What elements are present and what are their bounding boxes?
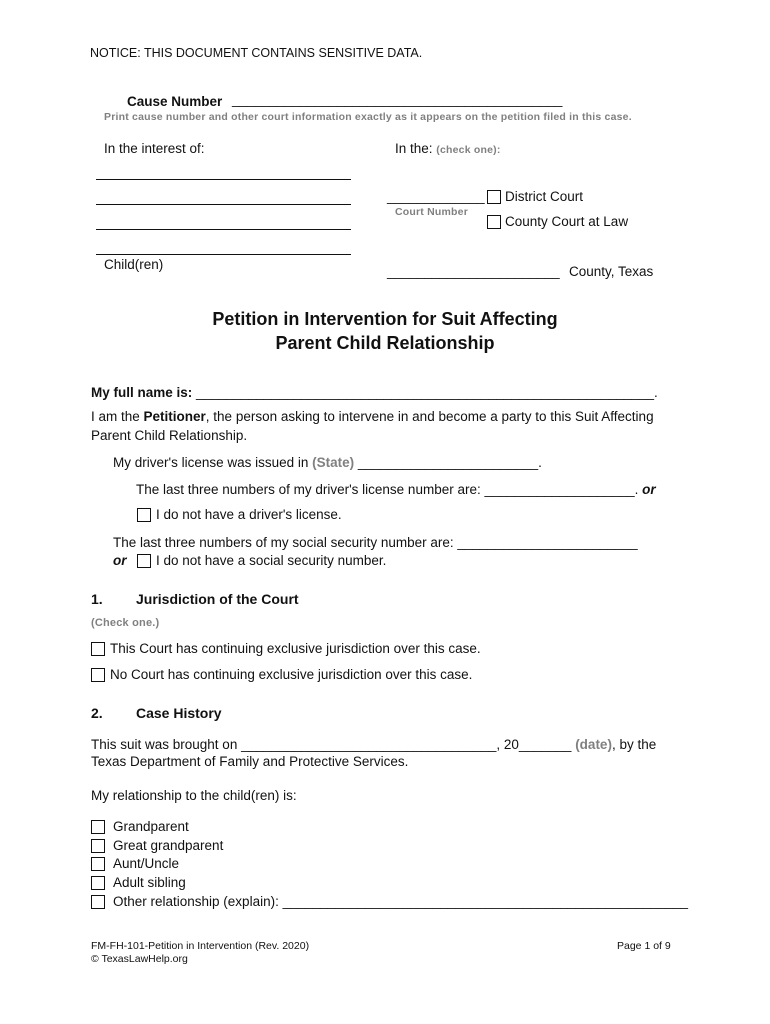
sensitive-data-notice: NOTICE: THIS DOCUMENT CONTAINS SENSITIVE DATA. xyxy=(90,46,423,60)
adult-sibling-checkbox[interactable] xyxy=(91,876,105,890)
or-ssn-label: or xyxy=(113,553,127,568)
great-grandparent-checkbox[interactable] xyxy=(91,839,105,853)
license-state-hint: (State) xyxy=(312,455,355,470)
petitioner-statement xyxy=(91,409,654,424)
full-name-label: My full name is: xyxy=(91,385,193,400)
no-ssn-checkbox[interactable] xyxy=(137,554,151,568)
other-relationship-checkbox[interactable] xyxy=(91,895,105,909)
district-court-label: District Court xyxy=(505,189,584,204)
child-name-line-3[interactable] xyxy=(96,229,351,230)
child-name-line-4[interactable] xyxy=(96,254,351,255)
continuing-jurisdiction-label: This Court has continuing exclusive jurisdiction over this case. xyxy=(110,641,481,656)
aunt-uncle-checkbox[interactable] xyxy=(91,857,105,871)
or-label: or xyxy=(642,482,656,497)
full-name-row xyxy=(91,385,658,400)
full-name-field[interactable]: _____________________________________________________________. xyxy=(196,385,658,400)
suit-brought-field[interactable]: This suit was brought on __________________________________, 20_______ xyxy=(91,737,576,752)
form-title-line-1: Petition in Intervention for Suit Affecting xyxy=(212,309,558,329)
form-title-line-2: Parent Child Relationship xyxy=(275,333,495,353)
suit-date-hint: (date) xyxy=(575,737,612,752)
cause-number-label: Cause Number xyxy=(127,94,223,109)
court-number-field[interactable]: _____________ xyxy=(387,189,485,204)
county-texas-label: County, Texas xyxy=(569,264,654,279)
grandparent-label: Grandparent xyxy=(113,819,189,834)
cause-number-field[interactable]: ____________________________________________ xyxy=(232,92,563,107)
court-type-label xyxy=(395,141,501,156)
children-label: Child(ren) xyxy=(104,257,164,272)
copyright: © TexasLawHelp.org xyxy=(91,953,188,965)
no-license-label: I do not have a driver's license. xyxy=(156,507,342,522)
section-2-number: 2. xyxy=(91,705,103,721)
section-2-title: Case History xyxy=(136,705,222,721)
county-field[interactable]: _______________________ xyxy=(387,264,560,279)
court-number-label: Court Number xyxy=(395,206,468,218)
section-1-number: 1. xyxy=(91,591,103,607)
suit-brought-row xyxy=(91,737,656,752)
cause-number-hint: Print cause number and other court information exactly as it appears on the petition filed in this case. xyxy=(104,111,632,123)
district-court-checkbox[interactable] xyxy=(487,190,501,204)
interest-of-label: In the interest of: xyxy=(104,141,205,156)
section-1-title: Jurisdiction of the Court xyxy=(136,591,299,607)
license-state-field[interactable]: ________________________. xyxy=(354,455,542,470)
continuing-jurisdiction-checkbox[interactable] xyxy=(91,642,105,656)
adult-sibling-label: Adult sibling xyxy=(113,875,186,890)
county-court-label: County Court at Law xyxy=(505,214,629,229)
petitioner-bold: Petitioner xyxy=(143,409,206,424)
no-jurisdiction-checkbox[interactable] xyxy=(91,668,105,682)
license-last3-field[interactable]: The last three numbers of my driver's license number are: ____________________. xyxy=(136,482,639,497)
other-relationship-field[interactable]: Other relationship (explain): ______________________________________________________ xyxy=(113,894,689,909)
petitioner-text-post: , the person asking to intervene in and become a party to this Suit Affecting xyxy=(205,409,654,424)
no-ssn-label: I do not have a social security number. xyxy=(156,553,387,568)
form-id: FM-FH-101-Petition in Intervention (Rev. 2020) xyxy=(91,940,310,952)
suit-brought-post: , by the xyxy=(611,737,657,752)
license-last3-row xyxy=(136,482,656,497)
no-license-checkbox[interactable] xyxy=(137,508,151,522)
page-number: Page 1 of 9 xyxy=(617,940,671,952)
in-the-label: In the: xyxy=(395,141,433,156)
great-grandparent-label: Great grandparent xyxy=(113,838,224,853)
child-name-line-2[interactable] xyxy=(96,204,351,205)
aunt-uncle-label: Aunt/Uncle xyxy=(113,856,180,871)
section-1-check-one: (Check one.) xyxy=(91,617,160,629)
license-state-row xyxy=(113,455,542,470)
no-jurisdiction-label: No Court has continuing exclusive jurisdiction over this case. xyxy=(110,667,473,682)
petitioner-statement-line-2: Parent Child Relationship. xyxy=(91,428,248,443)
child-name-line-1[interactable] xyxy=(96,179,351,180)
check-one-hint: (check one): xyxy=(436,144,501,156)
license-state-label: My driver's license was issued in xyxy=(113,455,313,470)
petitioner-text-pre: I am the xyxy=(91,409,144,424)
ssn-last3-field[interactable]: The last three numbers of my social security number are: ________________________ xyxy=(113,535,638,550)
relationship-label: My relationship to the child(ren) is: xyxy=(91,788,297,803)
suit-brought-line-2: Texas Department of Family and Protective Services. xyxy=(91,754,409,769)
county-court-checkbox[interactable] xyxy=(487,215,501,229)
grandparent-checkbox[interactable] xyxy=(91,820,105,834)
